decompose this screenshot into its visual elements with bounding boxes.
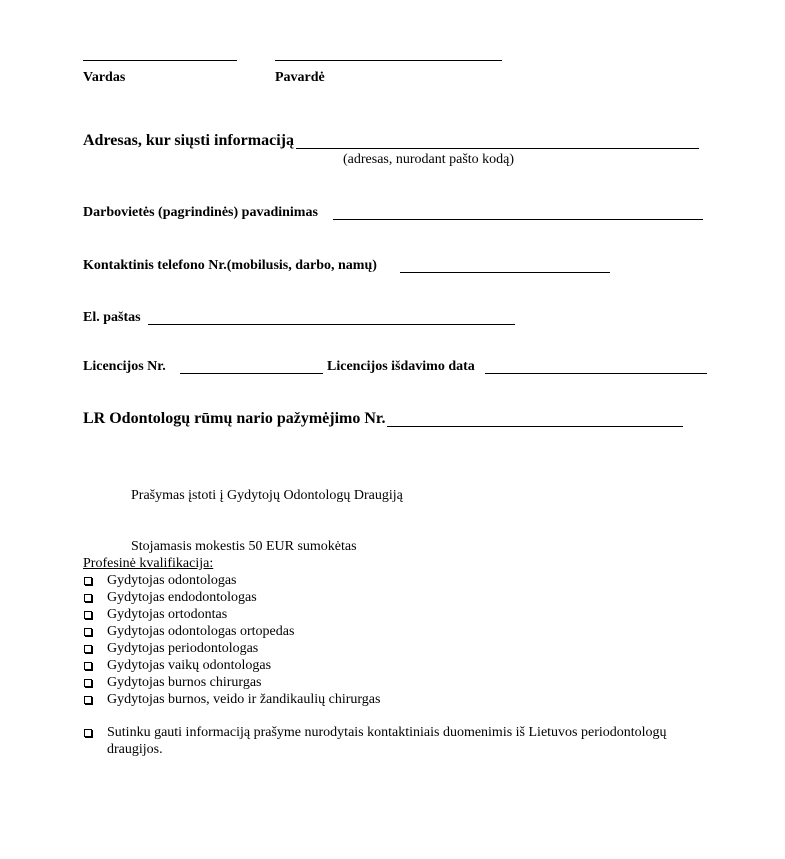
email-label: El. paštas: [83, 310, 141, 325]
phone-label: Kontaktinis telefono Nr.(mobilusis, darbo, namų): [83, 258, 377, 273]
checkbox[interactable]: [84, 577, 92, 585]
qualification-option: Gydytojas ortodontas: [107, 607, 228, 622]
checkbox[interactable]: [84, 696, 92, 704]
address-field[interactable]: [296, 148, 699, 149]
qualification-option: Gydytojas odontologas: [107, 573, 237, 588]
address-label: Adresas, kur siųsti informaciją: [83, 132, 294, 149]
checkbox[interactable]: [84, 628, 92, 636]
consent-text-line2: draugijos.: [107, 742, 163, 757]
license-date-label: Licencijos išdavimo data: [327, 359, 475, 374]
consent-text-line1: Sutinku gauti informaciją prašyme nurodytais kontaktiniais duomenimis iš Lietuvos periodontologų: [107, 725, 667, 740]
qualification-option: Gydytojas periodontologas: [107, 641, 259, 656]
license-number-label: Licencijos Nr.: [83, 359, 166, 374]
qualification-option: Gydytojas odontologas ortopedas: [107, 624, 295, 639]
pavarde-label: Pavardė: [275, 70, 325, 85]
license-number-field[interactable]: [180, 373, 323, 374]
qualification-option: Gydytojas burnos, veido ir žandikaulių chirurgas: [107, 692, 381, 707]
license-date-field[interactable]: [485, 373, 707, 374]
consent-checkbox[interactable]: [84, 729, 92, 737]
qualification-option: Gydytojas burnos chirurgas: [107, 675, 262, 690]
checkbox[interactable]: [84, 611, 92, 619]
membership-label: LR Odontologų rūmų nario pažymėjimo Nr.: [83, 410, 386, 427]
pavarde-field[interactable]: [275, 60, 502, 61]
qualification-heading: Profesinė kvalifikacija:: [83, 556, 214, 571]
vardas-label: Vardas: [83, 70, 126, 85]
request-text: Prašymas įstoti į Gydytojų Odontologų Draugiją: [131, 488, 403, 503]
checkbox[interactable]: [84, 662, 92, 670]
workplace-label: Darbovietės (pagrindinės) pavadinimas: [83, 205, 318, 220]
workplace-field[interactable]: [333, 219, 703, 220]
qualification-option: Gydytojas vaikų odontologas: [107, 658, 272, 673]
email-field[interactable]: [148, 324, 515, 325]
address-hint: (adresas, nurodant pašto kodą): [343, 152, 515, 167]
checkbox[interactable]: [84, 594, 92, 602]
checkbox[interactable]: [84, 679, 92, 687]
membership-field[interactable]: [387, 426, 683, 427]
fee-text: Stojamasis mokestis 50 EUR sumokėtas: [131, 539, 357, 554]
vardas-field[interactable]: [83, 60, 237, 61]
phone-field[interactable]: [400, 272, 610, 273]
checkbox[interactable]: [84, 645, 92, 653]
qualification-option: Gydytojas endodontologas: [107, 590, 257, 605]
